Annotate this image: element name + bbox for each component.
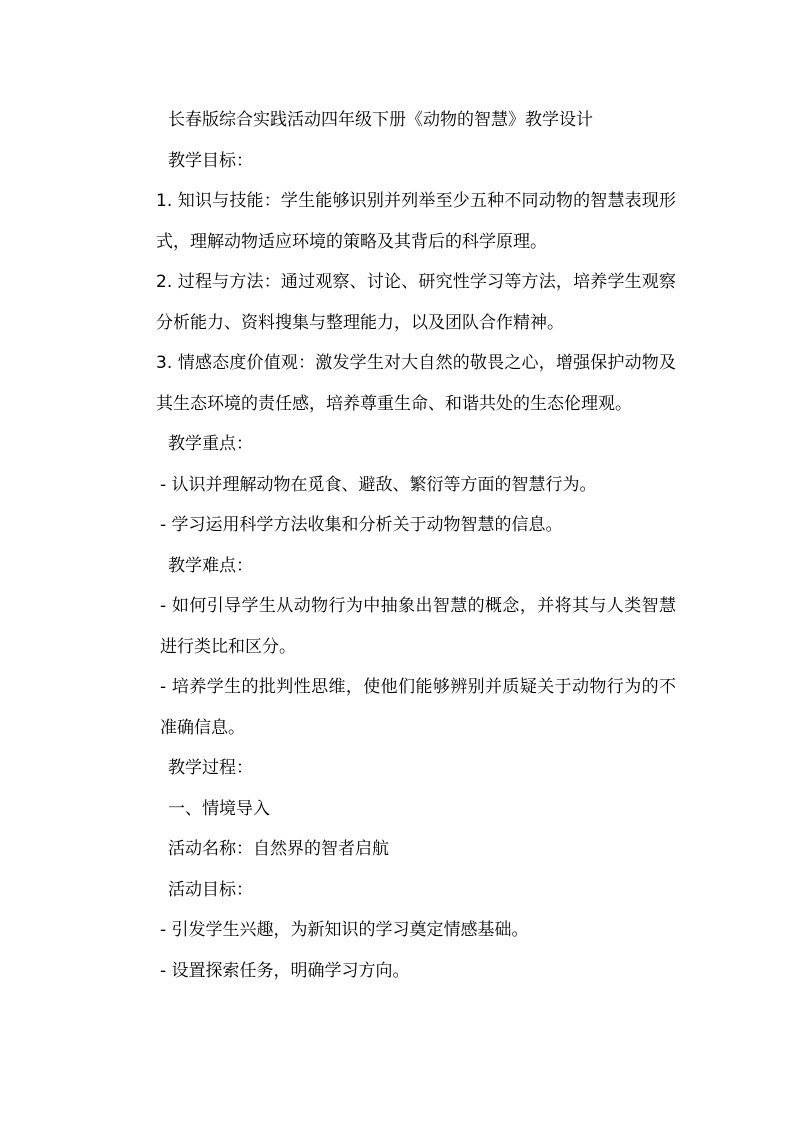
process-heading: 教学过程： [168,758,253,778]
key-point-item: - 认识并理解动物在觅食、避敌、繁衍等方面的智慧行为。 [160,474,597,495]
objective-item: 3. 情感态度价值观：激发学生对大自然的敬畏之心，增强保护动物及其生态环境的责任感，培养尊重生命、和谐共处的生态伦理观。 [156,353,676,414]
objectives-heading: 教学目标： [168,150,253,171]
document-body [120,100,676,991]
objective-item: 1. 知识与技能：学生能够识别并列举至少五种不同动物的智慧表现形式，理解动物适应环境的策略及其背后的科学原理。 [156,191,676,252]
activity-goal-item: - 引发学生兴趣，为新知识的学习奠定情感基础。 [160,920,529,940]
key-points-heading: 教学重点： [168,434,253,454]
difficulty-item: - 如何引导学生从动物行为中抽象出智慧的概念，并将其与人类智慧进行类比和区分。 [160,596,676,657]
difficulties-heading: 教学难点： [168,555,253,576]
objective-item: 2. 过程与方法：通过观察、讨论、研究性学习等方法，培养学生观察分析能力、资料搜集与整理能力，以及团队合作精神。 [156,272,676,333]
section-heading: 一、情境导入 [168,798,270,819]
key-point-item: - 学习运用科学方法收集和分析关于动物智慧的信息。 [160,515,563,535]
activity-name: 活动名称：自然界的智者启航 [168,839,389,859]
activity-goal-item: - 设置探索任务，明确学习方向。 [160,960,410,981]
document-title: 长春版综合实践活动四年级下册《动物的智慧》教学设计 [168,110,593,130]
difficulty-item: - 培养学生的批判性思维，使他们能够辨别并质疑关于动物行为的不准确信息。 [160,677,676,738]
activity-goal-heading: 活动目标： [168,879,253,900]
